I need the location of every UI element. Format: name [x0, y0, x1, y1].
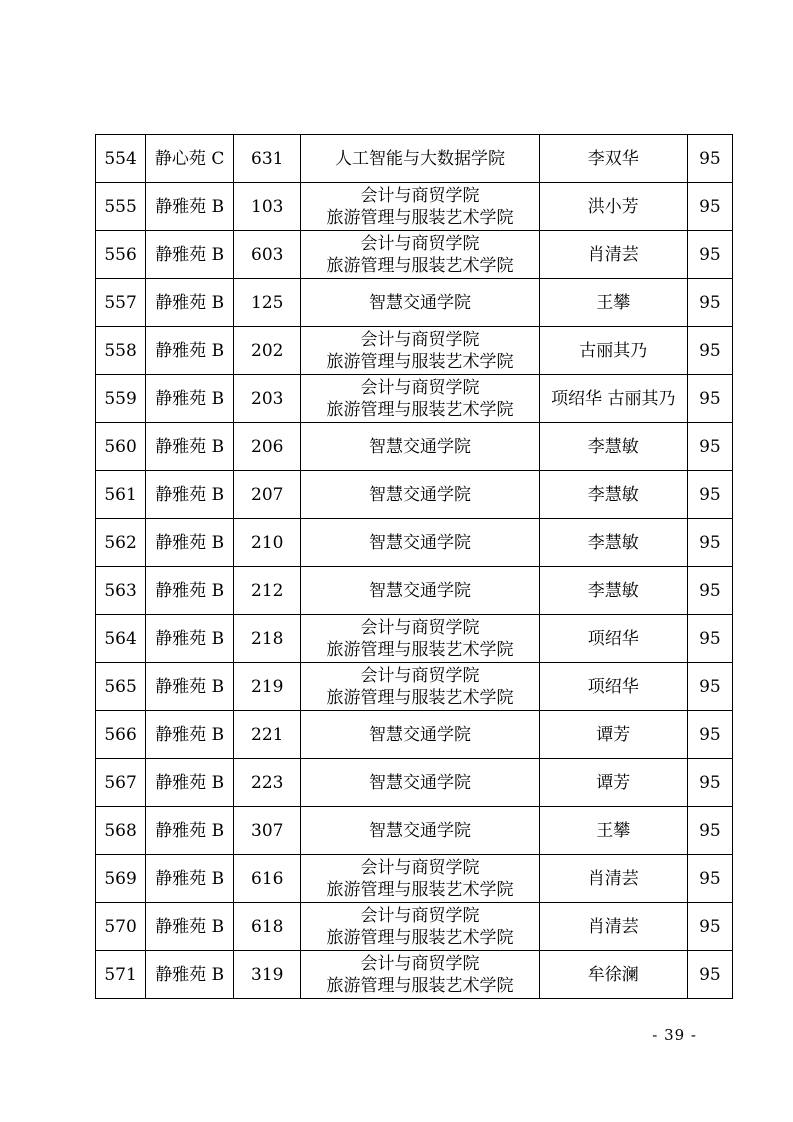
cell-building: 静雅苑 B [146, 903, 234, 951]
table-row [96, 279, 733, 327]
cell-room: 221 [234, 711, 301, 759]
cell-college [301, 951, 539, 999]
table-row [96, 327, 733, 375]
cell-teacher: 王攀 [539, 807, 687, 855]
cell-college [301, 759, 539, 807]
cell-room: 203 [234, 375, 301, 423]
page-footer [0, 1026, 793, 1046]
cell-number: 570 [96, 903, 146, 951]
cell-college [301, 279, 539, 327]
cell-teacher: 项绍华 [539, 615, 687, 663]
cell-building: 静雅苑 B [146, 279, 234, 327]
cell-teacher: 李慧敏 [539, 471, 687, 519]
college-name: 旅游管理与服装艺术学院 [326, 255, 514, 276]
college-name: 智慧交通学院 [368, 820, 471, 841]
cell-teacher: 项绍华 古丽其乃 [539, 375, 687, 423]
table-row [96, 903, 733, 951]
cell-college [301, 183, 539, 231]
cell-college [301, 423, 539, 471]
college-name: 会计与商贸学院 [360, 329, 480, 350]
cell-college [301, 615, 539, 663]
college-name: 智慧交通学院 [368, 532, 471, 553]
cell-teacher: 古丽其乃 [539, 327, 687, 375]
cell-teacher: 洪小芳 [539, 183, 687, 231]
cell-college [301, 135, 539, 183]
table-row [96, 135, 733, 183]
cell-building: 静雅苑 B [146, 615, 234, 663]
college-name: 旅游管理与服装艺术学院 [326, 879, 514, 900]
cell-college [301, 855, 539, 903]
table-row [96, 423, 733, 471]
cell-room: 206 [234, 423, 301, 471]
cell-score: 95 [687, 807, 732, 855]
table-row [96, 615, 733, 663]
table-row [96, 663, 733, 711]
college-name: 会计与商贸学院 [360, 185, 480, 206]
cell-college [301, 327, 539, 375]
cell-college [301, 567, 539, 615]
cell-room: 616 [234, 855, 301, 903]
college-name: 旅游管理与服装艺术学院 [326, 975, 514, 996]
cell-score: 95 [687, 615, 732, 663]
table-body [96, 135, 733, 999]
cell-room: 603 [234, 231, 301, 279]
cell-building: 静雅苑 B [146, 855, 234, 903]
cell-building: 静雅苑 B [146, 327, 234, 375]
cell-score: 95 [687, 663, 732, 711]
cell-building: 静雅苑 B [146, 231, 234, 279]
cell-score: 95 [687, 423, 732, 471]
college-name: 智慧交通学院 [368, 724, 471, 745]
cell-number: 569 [96, 855, 146, 903]
cell-score: 95 [687, 183, 732, 231]
cell-score: 95 [687, 855, 732, 903]
cell-teacher: 肖清芸 [539, 231, 687, 279]
college-name: 会计与商贸学院 [360, 617, 480, 638]
cell-number: 560 [96, 423, 146, 471]
cell-number: 564 [96, 615, 146, 663]
cell-teacher: 谭芳 [539, 711, 687, 759]
cell-number: 571 [96, 951, 146, 999]
table-row [96, 759, 733, 807]
cell-college [301, 711, 539, 759]
cell-score: 95 [687, 375, 732, 423]
cell-teacher: 李双华 [539, 135, 687, 183]
cell-score: 95 [687, 231, 732, 279]
cell-number: 555 [96, 183, 146, 231]
college-name: 会计与商贸学院 [360, 377, 480, 398]
cell-building: 静心苑 C [146, 135, 234, 183]
dormitory-score-table [95, 134, 733, 999]
cell-number: 554 [96, 135, 146, 183]
cell-teacher: 牟徐澜 [539, 951, 687, 999]
college-name: 智慧交通学院 [368, 772, 471, 793]
cell-score: 95 [687, 471, 732, 519]
table-row [96, 711, 733, 759]
college-name: 旅游管理与服装艺术学院 [326, 399, 514, 420]
cell-building: 静雅苑 B [146, 519, 234, 567]
cell-room: 307 [234, 807, 301, 855]
cell-building: 静雅苑 B [146, 567, 234, 615]
cell-teacher: 项绍华 [539, 663, 687, 711]
cell-teacher: 李慧敏 [539, 423, 687, 471]
cell-building: 静雅苑 B [146, 423, 234, 471]
cell-score: 95 [687, 567, 732, 615]
cell-building: 静雅苑 B [146, 471, 234, 519]
college-name: 智慧交通学院 [368, 484, 471, 505]
cell-teacher: 李慧敏 [539, 519, 687, 567]
table-row [96, 855, 733, 903]
cell-score: 95 [687, 327, 732, 375]
cell-room: 218 [234, 615, 301, 663]
cell-room: 219 [234, 663, 301, 711]
cell-college [301, 807, 539, 855]
table-row [96, 183, 733, 231]
cell-score: 95 [687, 135, 732, 183]
cell-number: 559 [96, 375, 146, 423]
cell-number: 558 [96, 327, 146, 375]
college-name: 智慧交通学院 [368, 292, 471, 313]
cell-building: 静雅苑 B [146, 759, 234, 807]
cell-college [301, 663, 539, 711]
table-row [96, 231, 733, 279]
cell-room: 223 [234, 759, 301, 807]
college-name: 旅游管理与服装艺术学院 [326, 639, 514, 660]
cell-room: 212 [234, 567, 301, 615]
cell-room: 618 [234, 903, 301, 951]
cell-room: 319 [234, 951, 301, 999]
college-name: 会计与商贸学院 [360, 857, 480, 878]
cell-building: 静雅苑 B [146, 951, 234, 999]
cell-college [301, 471, 539, 519]
cell-number: 562 [96, 519, 146, 567]
cell-room: 202 [234, 327, 301, 375]
cell-score: 95 [687, 279, 732, 327]
cell-college [301, 231, 539, 279]
cell-number: 556 [96, 231, 146, 279]
table-row [96, 567, 733, 615]
cell-room: 631 [234, 135, 301, 183]
cell-college [301, 375, 539, 423]
college-name: 旅游管理与服装艺术学院 [326, 351, 514, 372]
college-name: 会计与商贸学院 [360, 953, 480, 974]
cell-number: 563 [96, 567, 146, 615]
cell-room: 207 [234, 471, 301, 519]
page-number: - 39 - [652, 1026, 697, 1044]
cell-number: 565 [96, 663, 146, 711]
cell-building: 静雅苑 B [146, 663, 234, 711]
cell-building: 静雅苑 B [146, 375, 234, 423]
college-name: 会计与商贸学院 [360, 905, 480, 926]
cell-score: 95 [687, 951, 732, 999]
cell-number: 566 [96, 711, 146, 759]
cell-teacher: 肖清芸 [539, 903, 687, 951]
cell-teacher: 肖清芸 [539, 855, 687, 903]
cell-number: 567 [96, 759, 146, 807]
table-row [96, 807, 733, 855]
table-row [96, 375, 733, 423]
cell-teacher: 李慧敏 [539, 567, 687, 615]
cell-room: 125 [234, 279, 301, 327]
cell-college [301, 519, 539, 567]
college-name: 人工智能与大数据学院 [334, 148, 505, 169]
college-name: 旅游管理与服装艺术学院 [326, 207, 514, 228]
college-name: 会计与商贸学院 [360, 233, 480, 254]
cell-teacher: 谭芳 [539, 759, 687, 807]
cell-building: 静雅苑 B [146, 807, 234, 855]
cell-building: 静雅苑 B [146, 183, 234, 231]
cell-room: 103 [234, 183, 301, 231]
cell-teacher: 王攀 [539, 279, 687, 327]
cell-number: 557 [96, 279, 146, 327]
cell-score: 95 [687, 759, 732, 807]
table-row [96, 951, 733, 999]
college-name: 智慧交通学院 [368, 580, 471, 601]
cell-number: 561 [96, 471, 146, 519]
college-name: 旅游管理与服装艺术学院 [326, 687, 514, 708]
college-name: 智慧交通学院 [368, 436, 471, 457]
table-row [96, 519, 733, 567]
cell-score: 95 [687, 711, 732, 759]
cell-score: 95 [687, 903, 732, 951]
table-row [96, 471, 733, 519]
college-name: 旅游管理与服装艺术学院 [326, 927, 514, 948]
cell-score: 95 [687, 519, 732, 567]
cell-college [301, 903, 539, 951]
cell-building: 静雅苑 B [146, 711, 234, 759]
college-name: 会计与商贸学院 [360, 665, 480, 686]
cell-room: 210 [234, 519, 301, 567]
cell-number: 568 [96, 807, 146, 855]
